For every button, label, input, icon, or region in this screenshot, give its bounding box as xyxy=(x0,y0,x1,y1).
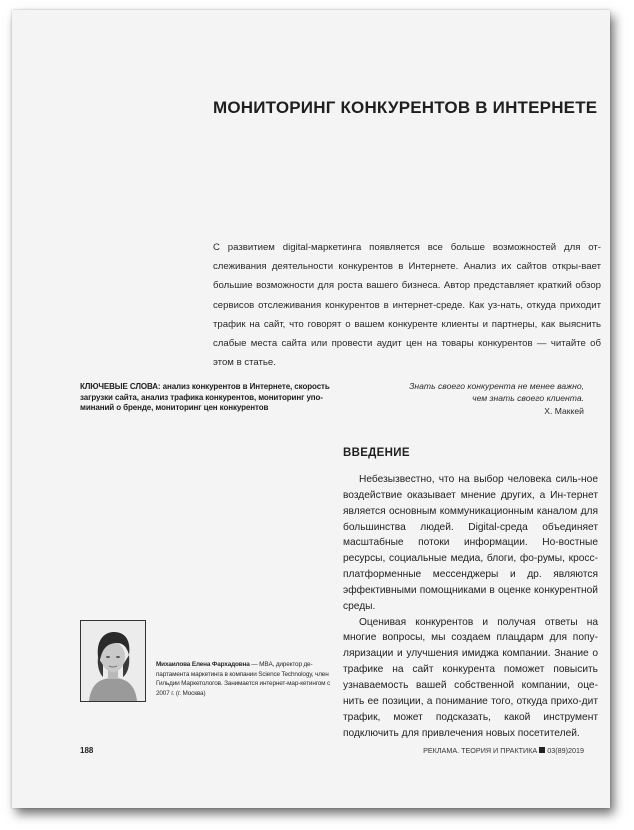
author-photo xyxy=(80,620,146,702)
keywords: КЛЮЧЕВЫЕ СЛОВА: анализ конкурентов в Интернете, скорость загрузки сайта, анализ трафика конкурентов, мониторинг упо-минаний о бренде, мониторинг цен конкурентов xyxy=(80,382,330,413)
page-number: 188 xyxy=(80,746,94,755)
author-info xyxy=(156,660,336,698)
epigraph xyxy=(344,380,584,417)
epigraph-author: Х. Маккей xyxy=(544,405,584,416)
journal-footer xyxy=(423,746,584,755)
intro-body xyxy=(343,472,598,741)
journal-issue: 03(89)2019 xyxy=(547,746,584,755)
section-heading: ВВЕДЕНИЕ xyxy=(343,447,410,459)
author-bio: — MBA, директор де-партамента маркетинга в компании Science Technology, член Гильдии Маркетологов. Занимается интернет-мар-кетингом с 2007 г. (г. Москва) xyxy=(156,661,331,697)
square-icon xyxy=(539,747,545,753)
journal-page xyxy=(12,10,610,808)
author-portrait-icon xyxy=(81,621,145,701)
epigraph-line-2: чем знать своего клиента. xyxy=(472,393,584,404)
intro-paragraph-1: Небезызвестно, что на выбор человека силь-ное воздействие оказывает мнение других, а Ин-тернет является основным коммуникационным каналом для большинства людей. Digital-среда объединяет масштабные потоки информации. Но-востные ресурсы, социальные медиа, блоги, фо-румы, кросс-платформенные мессенджеры и др. являются эффективными помощниками в оценке конкурентной среды. xyxy=(343,474,598,612)
epigraph-line-1: Знать своего конкурента не менее важно, xyxy=(409,381,584,391)
intro-paragraph-2: Оценивая конкурентов и получая ответы на многие вопросы, мы создаем плацдарм для попу-ляризации и улучшения имиджа компании. Знание о трафике на сайт конкурента поможет повысить узнаваемость вашей собственной компании, оце-нить ее позиции, а понимание того, откуда прихо-дит трафик, может подсказать, какой инструмент подключить для привлечения новых посетителей. xyxy=(343,616,598,739)
article-title: МОНИТОРИНГ КОНКУРЕНТОВ В ИНТЕРНЕТЕ xyxy=(213,98,598,117)
article-abstract: С развитием digital-маркетинга появляется все больше возможностей для от-слеживания деятельности конкурентов в Интернете. Анализ их сайтов откры-вает большие возможности для роста вашего бизнеса. Автор представляет краткий обзор сервисов отслеживания конкурентов в интернет-среде. Как уз-нать, откуда приходит трафик на сайт, что говорят о вашем конкуренте клиенты и партнеры, как выяснить слабые места сайта или провести аудит цен на товары конкурентов — читайте об этом в статье. xyxy=(213,242,601,369)
journal-name: РЕКЛАМА. ТЕОРИЯ И ПРАКТИКА xyxy=(423,746,538,755)
author-name: Михаилова Елена Фархадовна xyxy=(156,661,250,668)
